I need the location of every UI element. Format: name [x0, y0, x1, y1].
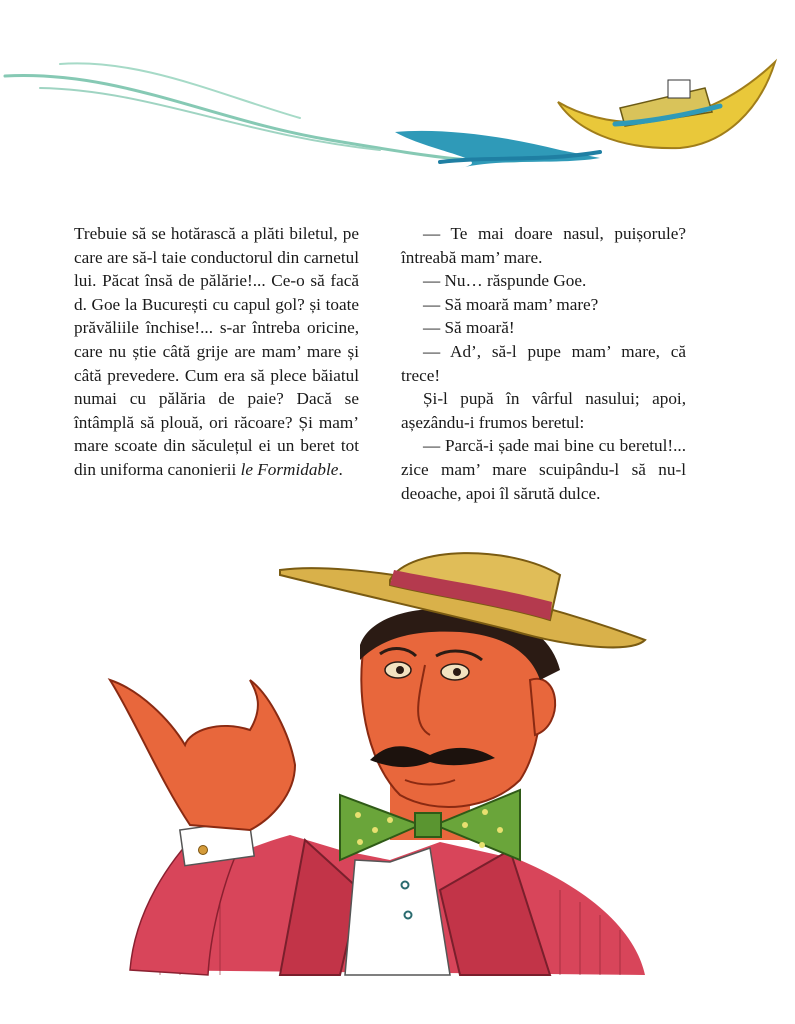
ship-name: le Formidable: [240, 459, 339, 479]
left-paragraph-end: .: [338, 459, 343, 479]
dialogue-line: — Te mai doare nasul, puișorule? întreabă mam’ mare.: [401, 224, 686, 267]
shirt-button: [405, 912, 412, 919]
dialogue-line: — Să moară!: [423, 318, 515, 338]
left-column: [74, 222, 359, 505]
left-paragraph-text: Trebuie să se hotărască a plăti biletul, pe care are să-l taie conductorul din carnetul lui. Păcat însă de pălărie!... Ce-o să facă d. Goe la București cu capul gol? și toate prăvăliile închise!... s-ar întreba oricine, care nu știe câtă grije are mam’ mare și câtă prevedere. Cum era să plece băiatul numai cu pălăria de paie? Dacă se întâmplă să plouă, ori răcoare? Și mam’ mare scoate din săculețul ei un beret tot din uniforma canonierii: [74, 224, 359, 479]
boat-illustration: [0, 40, 795, 200]
left-paragraph: [74, 222, 359, 482]
pupil: [453, 668, 461, 676]
right-column: [401, 222, 686, 505]
dialogue-line: — Nu… răspunde Goe.: [423, 271, 587, 291]
water-stroke: [395, 131, 600, 168]
man-in-straw-hat-illustration: [90, 530, 670, 990]
boat-window: [668, 80, 690, 98]
pupil: [396, 666, 404, 674]
ear: [530, 679, 555, 735]
dialogue-line: — Ad’, să-l pupe mam’ mare, că trece!: [401, 341, 686, 385]
cufflink: [199, 846, 208, 855]
shirt-button: [402, 882, 409, 889]
text-columns: [74, 222, 686, 505]
bow-tie-knot: [415, 813, 441, 837]
dialogue-line: — Să moară mam’ mare?: [423, 294, 599, 314]
narration-line: Și-l pupă în vârful nasului; apoi, așezându-i frumos beretul:: [401, 389, 686, 432]
hand: [110, 680, 295, 830]
dialogue-line: — Parcă-i șade mai bine cu beretul!... zice mam’ mare scuipându-l să nu-l deoache, apoi îl sărută dulce.: [401, 436, 686, 503]
